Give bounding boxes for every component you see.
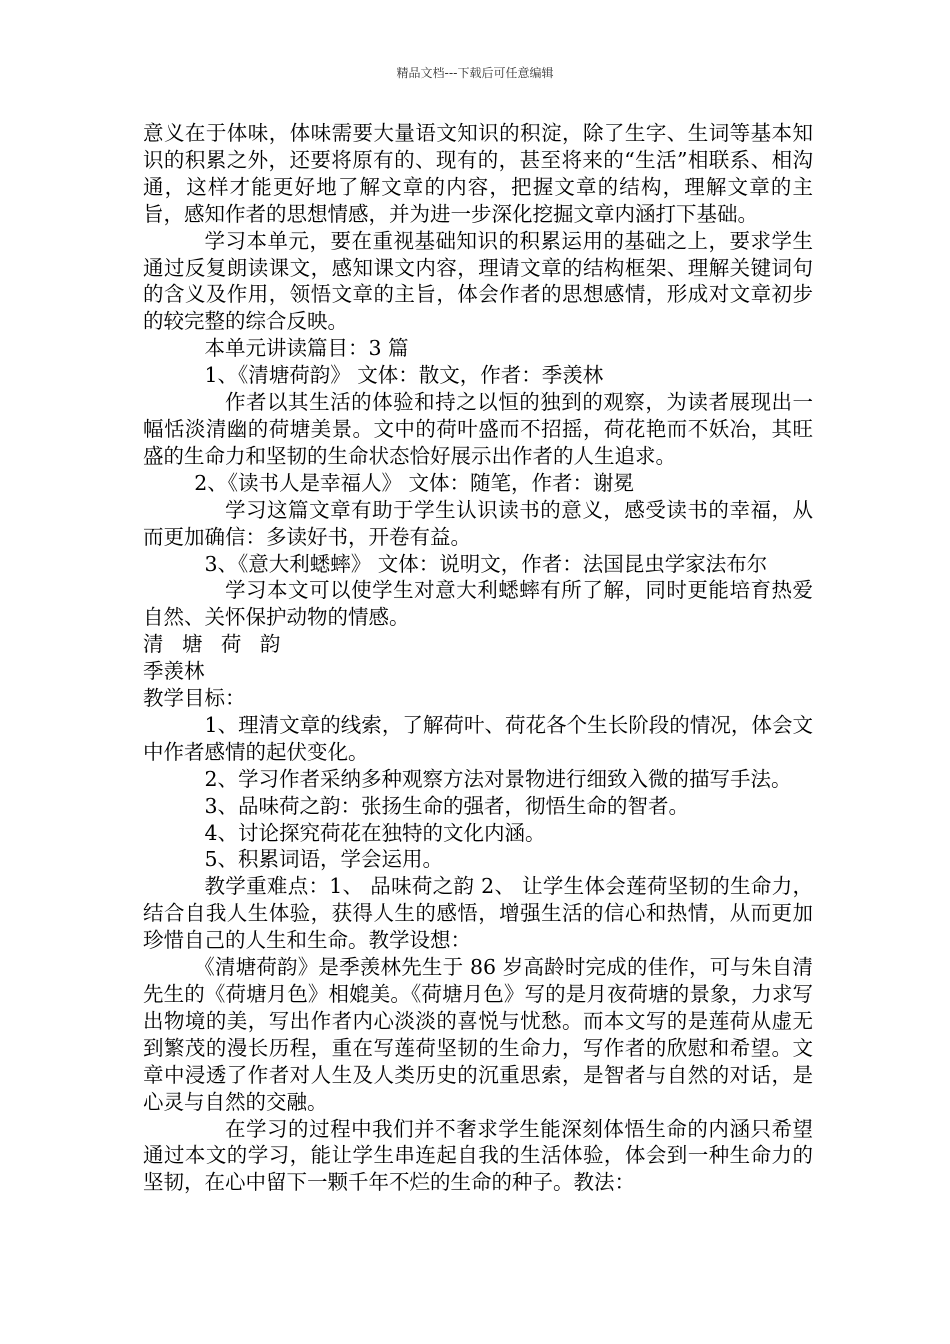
lesson-author: 季羡林 [143, 659, 205, 684]
lesson-title: 清塘荷韵 [143, 632, 299, 657]
paragraph-learning-process: 在学习的过程中我们并不奢求学生能深刻体悟生命的内涵只希望通过本文的学习，能让学生串连起自我的生活体验，体会到一种生命力的坚韧，在心中留下一颗千年不烂的生命的种子。教法： [143, 1116, 813, 1195]
reading-item-3: 3、《意大利蟋蟀》 文体：说明文，作者：法国昆虫学家法布尔 [204, 551, 768, 576]
goal-item-4: 4、讨论探究荷花在独特的文化内涵。 [204, 820, 546, 845]
reading-item-2-description: 学习这篇文章有助于学生认识读书的意义，感受读书的幸福，从而更加确信：多读好书，开卷有益。 [143, 497, 813, 549]
goal-item-3: 3、品味荷之韵：张扬生命的强者，彻悟生命的智者。 [204, 793, 690, 818]
goal-item-1: 1、理清文章的线索，了解荷叶、荷花各个生长阶段的情况，体会文中作者感情的起伏变化。 [143, 712, 813, 764]
reading-item-2: 2、《读书人是幸福人》 文体：随笔，作者：谢冕 [194, 470, 635, 495]
document-body [143, 120, 813, 1196]
reading-item-3-description: 学习本文可以使学生对意大利蟋蟀有所了解，同时更能培育热爱自然、关怀保护动物的情感。 [143, 578, 813, 630]
key-difficulties: 教学重难点：1、 品味荷之韵 2、 让学生体会莲荷坚韧的生命力，结合自我人生体验，获得人生的感悟，增强生活的信心和热情，从而更加珍惜自己的人生和生命。教学设想： [143, 874, 813, 953]
paragraph-intro: 意义在于体味，体味需要大量语文知识的积淀，除了生字、生词等基本知识的积累之外，还要将原有的、现有的，甚至将来的“生活”相联系、相沟通，这样才能更好地了解文章的内容，把握文章的结构，理解文章的主旨，感知作者的思想情感，并为进一步深化挖掘文章内涵打下基础。 [143, 121, 813, 226]
paragraph-lesson-intro: 《清塘荷韵》是季羡林先生于 86 岁高龄时完成的佳作，可与朱自清先生的《荷塘月色》相媲美。《荷塘月色》写的是月夜荷塘的景象，力求写出物境的美，写出作者内心淡淡的喜悦与忧愁。而本文写的是莲荷从虚无到繁茂的漫长历程，重在写莲荷坚韧的生命力，写作者的欣慰和希望。文章中浸透了作者对人生及人类历史的沉重思索，是智者与自然的对话，是心灵与自然的交融。 [143, 955, 813, 1114]
unit-reading-count: 本单元讲读篇目：3 篇 [204, 336, 409, 361]
page-header: 精品文档---下载后可任意编辑 [396, 66, 554, 80]
paragraph-unit-study: 学习本单元，要在重视基础知识的积累运用的基础之上，要求学生通过反复朗读课文，感知课文内容，理请文章的结构框架、理解关键词句的含义及作用，领悟文章的主旨，体会作者的思想感情，形成对文章初步的较完整的综合反映。 [143, 228, 813, 334]
teaching-goals-heading: 教学目标： [143, 686, 246, 711]
goal-item-5: 5、积累词语，学会运用。 [204, 847, 444, 872]
goal-item-2: 2、学习作者采纳多种观察方法对景物进行细致入微的描写手法。 [204, 766, 792, 791]
reading-item-1: 1、《清塘荷韵》 文体：散文，作者：季羡林 [204, 363, 604, 388]
reading-item-1-description: 作者以其生活的体验和持之以恒的独到的观察，为读者展现出一幅恬淡清幽的荷塘美景。文中的荷叶盛而不招摇，荷花艳而不妖冶，其旺盛的生命力和坚韧的生命状态恰好展示出作者的人生追求。 [143, 390, 813, 468]
